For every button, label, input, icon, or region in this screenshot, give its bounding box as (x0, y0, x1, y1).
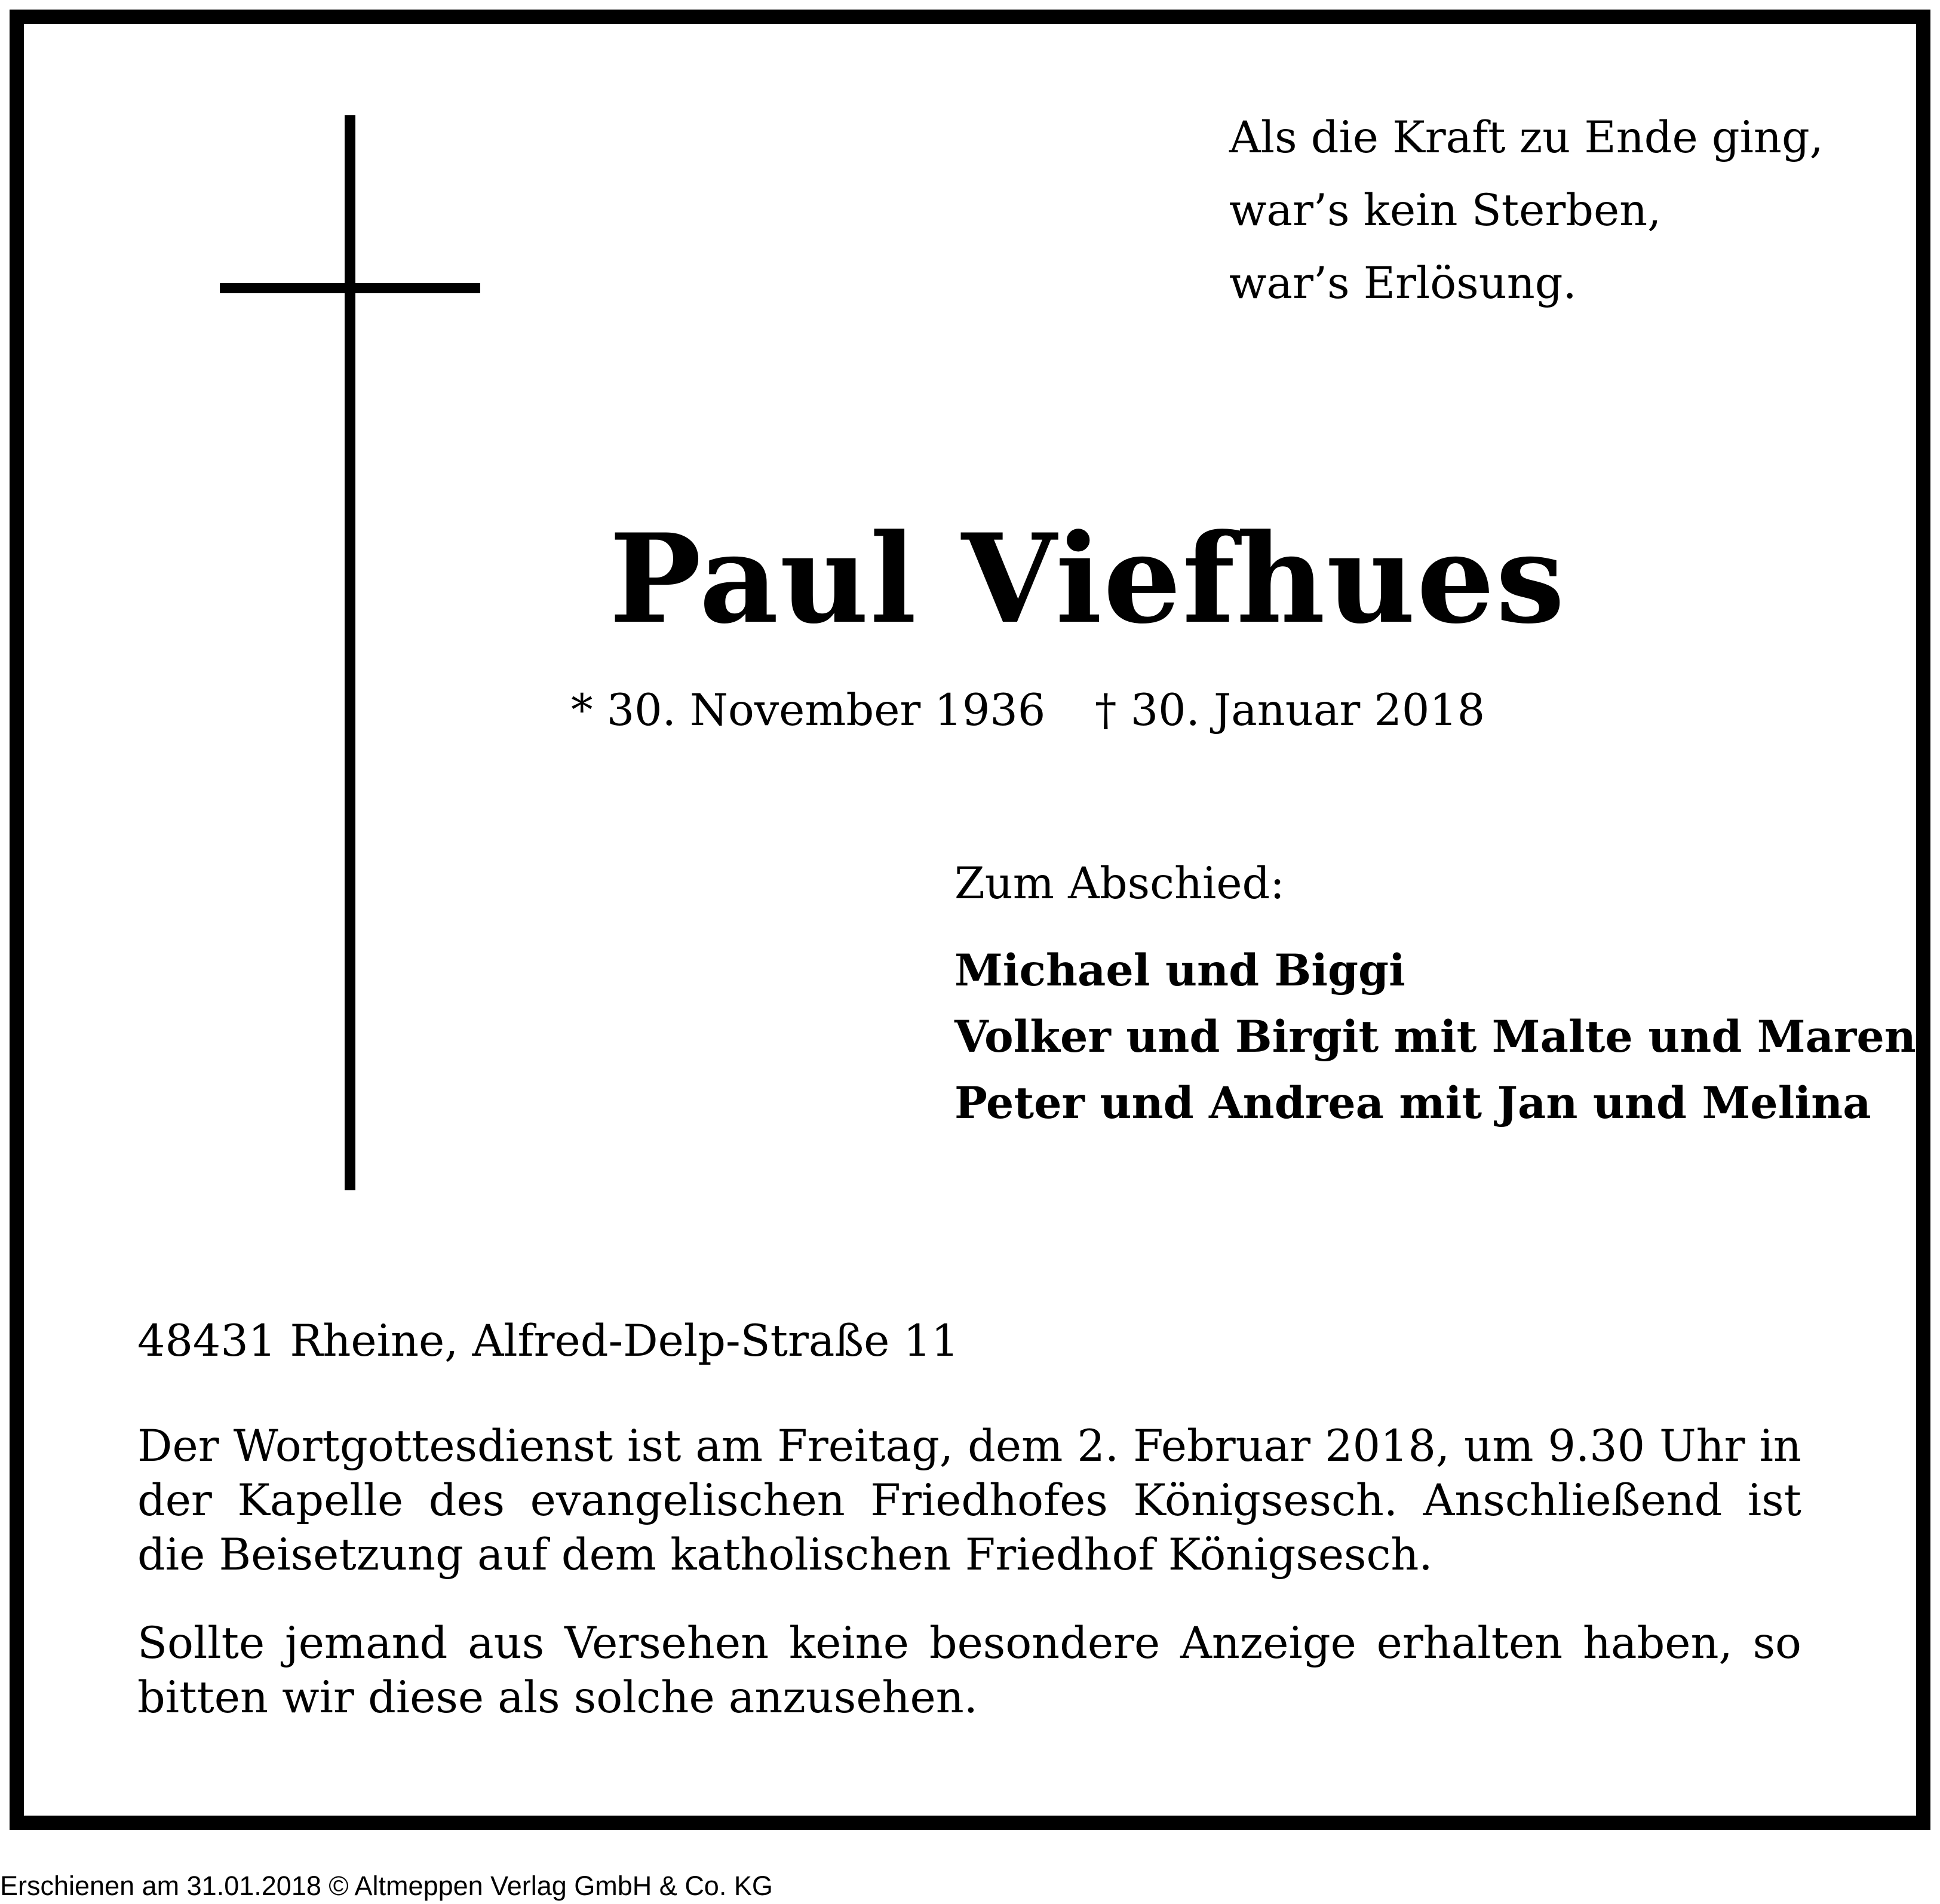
service-paragraph: Der Wortgottesdienst ist am Freitag, dem 2. Februar 2018, um 9.30 Uhr in der Kapelle des evangelischen Friedhofes Königsesch. Anschließend ist die Beisetzung auf dem katholischen Friedhof Königsesch. (137, 1421, 1801, 1580)
cross-icon-horizontal-bar (220, 283, 480, 293)
quote-line: war’s kein Sterben, (1229, 185, 1662, 236)
mourner-entry: Volker und Birgit mit Malte und Maren (954, 1011, 1916, 1062)
farewell-label: Zum Abschied: (954, 858, 1285, 909)
notice-paragraph: Sollte jemand aus Versehen keine besondere Anzeige erhalten haben, so bitten wir diese als solche anzusehen. (137, 1618, 1801, 1723)
mourners-list (954, 938, 1916, 1137)
mourner-entry: Peter und Andrea mit Jan und Melina (954, 1077, 1871, 1129)
mourner-entry: Michael und Biggi (954, 945, 1405, 996)
family-address: 48431 Rheine, Alfred-Delp-Straße 11 (137, 1316, 959, 1366)
memorial-quote (1229, 102, 1824, 320)
publication-footer: Erschienen am 31.01.2018 © Altmeppen Verlag GmbH & Co. KG (0, 1871, 773, 1901)
quote-line: Als die Kraft zu Ende ging, (1229, 112, 1824, 163)
death-date: † 30. Januar 2018 (1095, 685, 1485, 736)
birth-date: * 30. November 1936 (571, 685, 1046, 736)
cross-icon-vertical-bar (345, 115, 355, 1190)
quote-line: war’s Erlösung. (1229, 258, 1577, 309)
deceased-name: Paul Viefhues (609, 508, 1566, 651)
